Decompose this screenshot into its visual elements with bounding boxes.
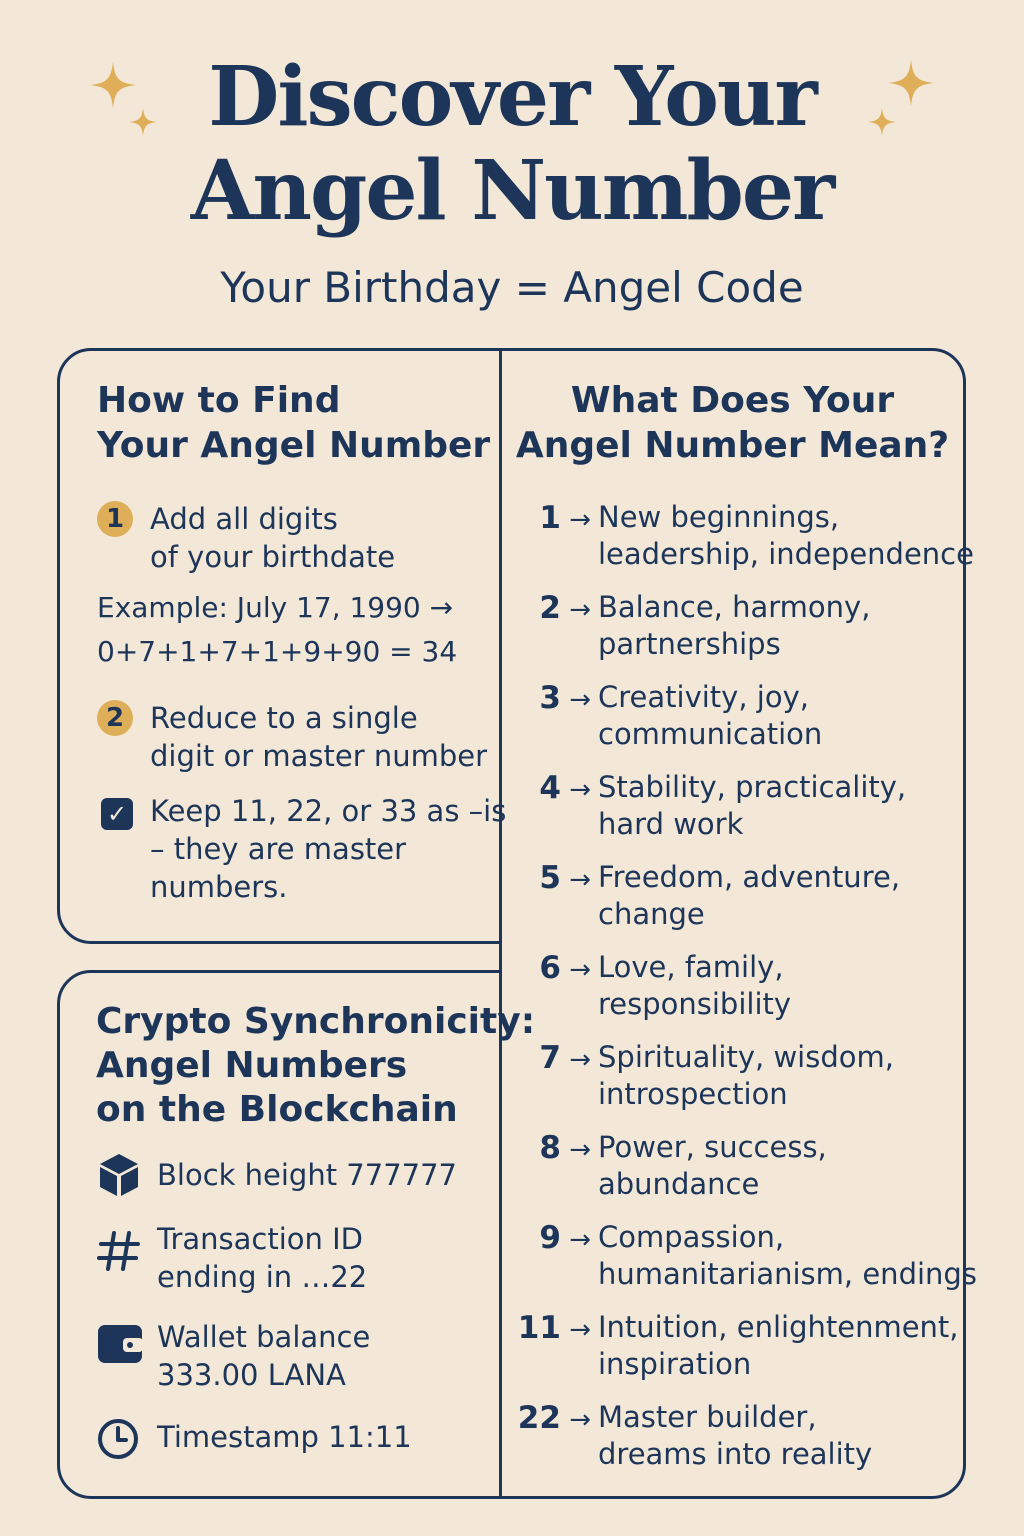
step-2-line1: Reduce to a single <box>150 701 418 735</box>
meaning-line1: Balance, harmony, <box>598 590 871 624</box>
meaning-number-value: 4 <box>539 770 561 806</box>
meaning-text-6 <box>598 949 958 1023</box>
block-height-line1: Block height 777777 <box>157 1158 458 1192</box>
meaning-number-22 <box>505 1399 591 1439</box>
example-line1: Example: July 17, 1990 → <box>97 591 454 624</box>
meaning-text-2 <box>598 589 958 663</box>
meaning-number-value: 7 <box>539 1040 561 1076</box>
crypto-heading-line2: Angel Numbers <box>96 1045 408 1086</box>
meaning-number-4 <box>505 769 591 809</box>
meaning-number-3 <box>505 679 591 719</box>
arrow-icon: → <box>560 955 591 985</box>
meaning-line2: change <box>598 897 705 931</box>
meaning-line1: Master builder, <box>598 1400 817 1434</box>
wallet-balance-line1: Wallet balance <box>157 1320 371 1354</box>
meaning-number-value: 5 <box>539 860 561 896</box>
hash-icon <box>96 1230 142 1272</box>
note-line2: – they are master <box>150 832 407 866</box>
how-to-heading-line1: How to Find <box>97 380 341 421</box>
step-1-line1: Add all digits <box>150 502 338 536</box>
meaning-line2: communication <box>598 717 823 751</box>
meaning-line1: New beginnings, <box>598 500 840 534</box>
note-line3: numbers. <box>150 870 288 904</box>
step-1-text <box>150 500 395 576</box>
timestamp-text <box>157 1418 412 1456</box>
meaning-text-3 <box>598 679 958 753</box>
transaction-id-line2: ending in …22 <box>157 1260 368 1294</box>
arrow-icon: → <box>560 775 591 805</box>
arrow-icon: → <box>560 1225 591 1255</box>
clock-icon <box>97 1418 139 1460</box>
meaning-text-5 <box>598 859 958 933</box>
wallet-balance-line2: 333.00 LANA <box>157 1358 346 1392</box>
meaning-number-value: 8 <box>539 1130 561 1166</box>
meaning-line1: Freedom, adventure, <box>598 860 901 894</box>
page-title-line1: Discover Your <box>208 49 816 145</box>
meaning-text-9 <box>598 1219 977 1293</box>
how-to-heading-line2: Your Angel Number <box>97 425 491 466</box>
meaning-line2: leadership, independence <box>598 537 974 571</box>
crypto-heading <box>96 1000 535 1132</box>
meaning-text-7 <box>598 1039 958 1113</box>
meaning-line1: Creativity, joy, <box>598 680 809 714</box>
meaning-number-7 <box>505 1039 591 1079</box>
meaning-line1: Stability, practicality, <box>598 770 907 804</box>
wallet-icon <box>97 1322 143 1364</box>
meaning-text-22 <box>598 1399 958 1473</box>
meanings-heading-line1: What Does Your <box>570 380 895 421</box>
meaning-number-value: 2 <box>539 590 561 626</box>
meaning-text-11 <box>598 1309 958 1383</box>
arrow-icon: → <box>560 865 591 895</box>
meaning-text-8 <box>598 1129 958 1203</box>
page-title <box>0 50 1024 238</box>
arrow-icon: → <box>560 1405 591 1435</box>
meaning-number-value: 22 <box>517 1400 561 1436</box>
meaning-line2: inspiration <box>598 1347 752 1381</box>
arrow-icon: → <box>560 1315 591 1345</box>
meaning-line2: introspection <box>598 1077 788 1111</box>
arrow-icon: → <box>560 685 591 715</box>
meaning-line2: hard work <box>598 807 744 841</box>
meaning-line2: dreams into reality <box>598 1437 873 1471</box>
meaning-number-5 <box>505 859 591 899</box>
meaning-number-9 <box>505 1219 591 1259</box>
meanings-heading-line2: Angel Number Mean? <box>515 425 950 466</box>
crypto-heading-line3: on the Blockchain <box>96 1089 458 1130</box>
arrow-icon: → <box>560 595 591 625</box>
step-1-line2: of your birthdate <box>150 540 396 574</box>
meaning-line2: abundance <box>598 1167 760 1201</box>
meaning-line1: Compassion, <box>598 1220 785 1254</box>
timestamp-line1: Timestamp 11:11 <box>157 1420 412 1454</box>
meaning-line2: humanitarianism, endings <box>598 1257 977 1291</box>
crypto-heading-line1: Crypto Synchronicity: <box>96 1001 536 1042</box>
check-icon: ✓ <box>101 798 133 830</box>
meaning-number-11 <box>505 1309 591 1349</box>
step-2-badge: 2 <box>97 700 133 736</box>
wallet-balance-text <box>157 1318 370 1394</box>
cube-icon <box>97 1152 141 1198</box>
meaning-line1: Love, family, <box>598 950 784 984</box>
arrow-icon: → <box>560 1135 591 1165</box>
step-2-text <box>150 699 487 775</box>
meaning-text-4 <box>598 769 958 843</box>
master-number-note <box>150 792 506 906</box>
example-text <box>97 586 457 674</box>
page-title-line2: Angel Number <box>190 143 834 239</box>
meaning-line1: Power, success, <box>598 1130 827 1164</box>
meaning-number-value: 9 <box>539 1220 561 1256</box>
meaning-line2: responsibility <box>598 987 792 1021</box>
how-to-heading <box>97 378 490 468</box>
meaning-line1: Spirituality, wisdom, <box>598 1040 894 1074</box>
meaning-line1: Intuition, enlightenment, <box>598 1310 959 1344</box>
note-line1: Keep 11, 22, or 33 as –is <box>150 794 507 828</box>
meaning-number-value: 3 <box>539 680 561 716</box>
block-height-text <box>157 1156 457 1194</box>
meaning-text-1 <box>598 499 974 573</box>
meanings-heading <box>502 378 963 468</box>
step-1-badge: 1 <box>97 501 133 537</box>
arrow-icon: → <box>560 1045 591 1075</box>
transaction-id-line1: Transaction ID <box>157 1222 364 1256</box>
meaning-line2: partnerships <box>598 627 781 661</box>
step-2-line2: digit or master number <box>150 739 488 773</box>
meaning-number-2 <box>505 589 591 629</box>
arrow-icon: → <box>560 505 591 535</box>
meaning-number-value: 1 <box>539 500 561 536</box>
meaning-number-value: 11 <box>517 1310 561 1346</box>
meaning-number-8 <box>505 1129 591 1169</box>
meaning-number-1 <box>505 499 591 539</box>
page-subtitle: Your Birthday = Angel Code <box>220 263 804 312</box>
meaning-number-6 <box>505 949 591 989</box>
example-line2: 0+7+1+7+1+9+90 = 34 <box>97 635 458 668</box>
meaning-number-value: 6 <box>539 950 561 986</box>
transaction-id-text <box>157 1220 367 1296</box>
